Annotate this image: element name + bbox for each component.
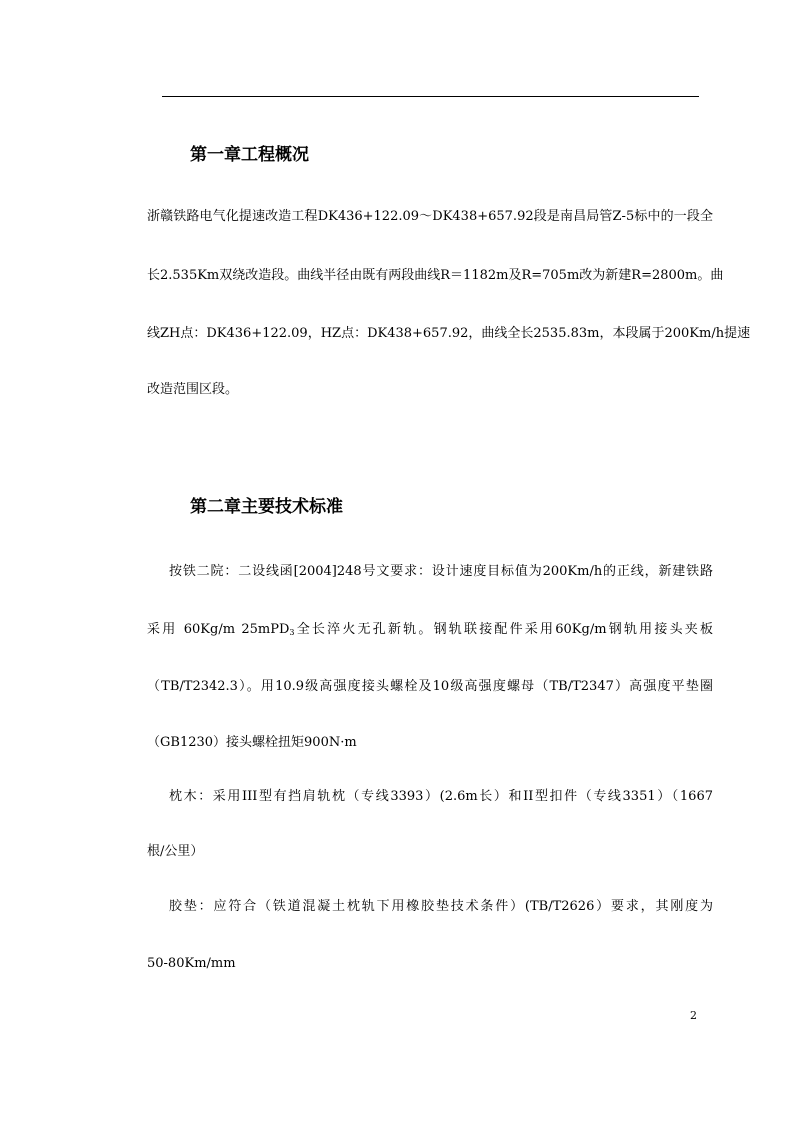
- chapter1-line-2: 长2.535Km双绕改造段。曲线半径由既有两段曲线R＝1182m及R=705m改为新建R=2800m。曲: [147, 268, 724, 283]
- chapter2-p2-line-2: 根/公里）: [147, 844, 204, 859]
- chapter1-line-3: 线ZH点：DK436+122.09，HZ点：DK438+657.92，曲线全长2535.83m，本段属于200Km/h提速: [147, 326, 751, 341]
- page-number: 2: [690, 1009, 697, 1022]
- chapter2-title: 第二章主要技术标准: [190, 497, 343, 517]
- rail-spec-subscript: 3: [289, 628, 295, 637]
- rail-spec-text: 采用 60Kg/m 25mPD: [147, 622, 290, 637]
- chapter2-p1-line-2: [147, 620, 713, 640]
- chapter2-p1-line-3: （TB/T2342.3）。用10.9级高强度接头螺栓及10级高强度螺母（TB/T2347）高强度平垫圈: [147, 679, 713, 694]
- chapter1-line-4: 改造范围区段。: [147, 382, 239, 397]
- chapter1-line-1: 浙赣铁路电气化提速改造工程DK436+122.09～DK438+657.92段是南昌局管Z-5标中的一段全: [147, 209, 713, 224]
- chapter2-p1-line-4: （GB1230）接头螺栓扭矩900N·m: [147, 735, 357, 750]
- chapter2-p2-line-1: 枕木：采用III型有挡肩轨枕（专线3393）(2.6m长）和II型扣件（专线3351）（1667: [169, 789, 713, 804]
- rail-spec-text-cont: 全长淬火无孔新轨。钢轨联接配件采用60Kg/m钢轨用接头夹板: [294, 622, 713, 637]
- header-rule: [162, 96, 699, 97]
- chapter2-p1-line-1: 按铁二院：二设线函[2004]248号文要求：设计速度目标值为200Km/h的正线，新建铁路: [169, 564, 713, 579]
- chapter1-title: 第一章工程概况: [190, 145, 309, 165]
- chapter2-p3-line-2: 50-80Km/mm: [147, 956, 236, 971]
- chapter2-p3-line-1: 胶垫：应符合（铁道混凝土枕轨下用橡胶垫技术条件）(TB/T2626）要求，其刚度为: [169, 899, 713, 914]
